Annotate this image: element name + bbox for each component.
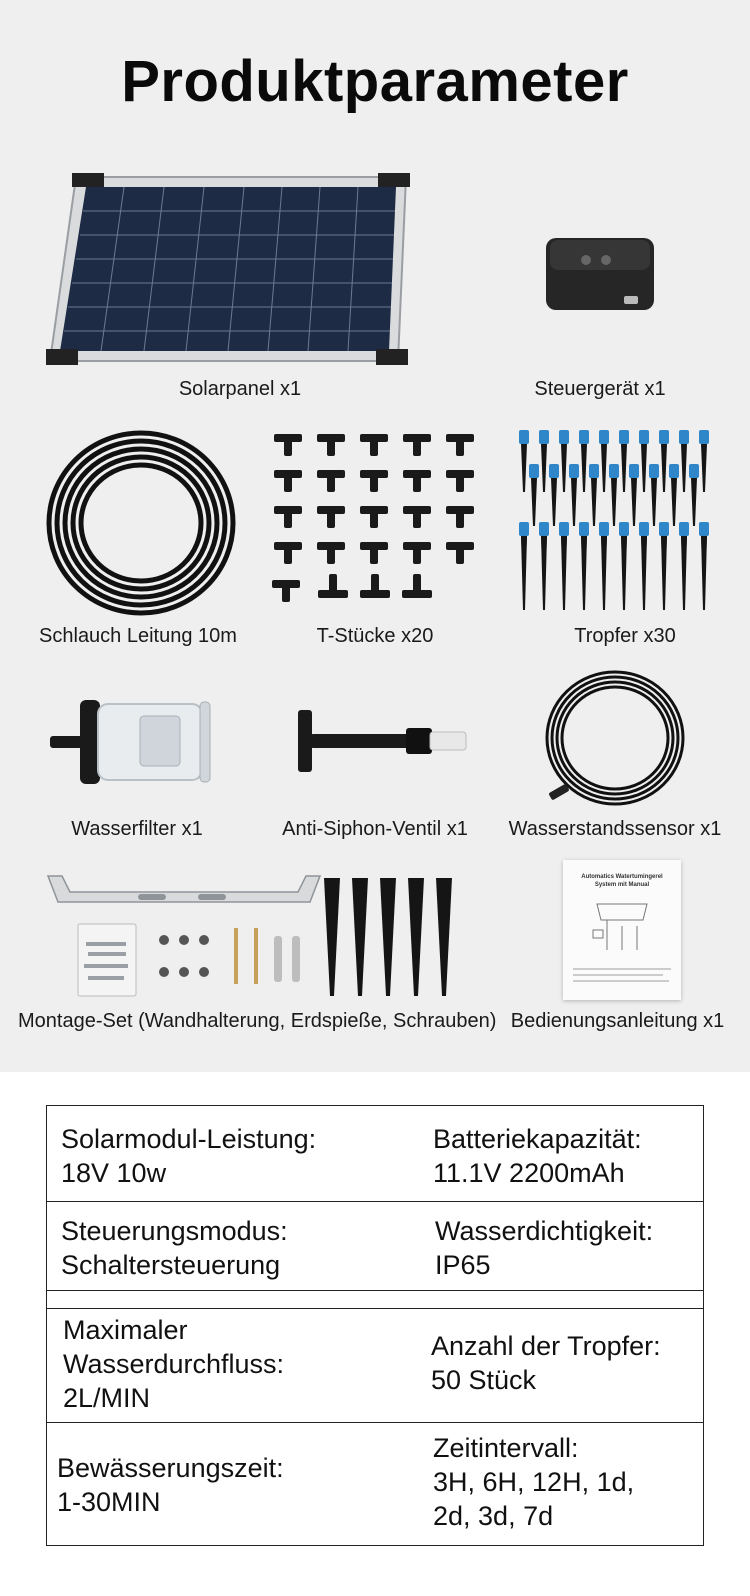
- water-filter-image: [50, 696, 212, 788]
- spec-cell: [433, 1431, 634, 1533]
- t-pieces-image: [268, 430, 482, 606]
- spec-cell: [435, 1214, 653, 1282]
- spec-value: IP65: [435, 1250, 491, 1280]
- spec-cell: [431, 1329, 661, 1397]
- spec-row: [46, 1201, 704, 1290]
- spec-value: 1-30MIN: [57, 1487, 161, 1517]
- controller-image: [544, 234, 656, 314]
- hose-coil-image: [46, 428, 236, 618]
- spec-label: Solarmodul-Leistung:: [61, 1124, 317, 1154]
- spec-label: Anzahl der Tropfer:: [431, 1331, 661, 1361]
- item-caption-tstuecke: T-Stücke x20: [316, 625, 434, 647]
- mounting-set-image: [48, 872, 468, 1002]
- manual-cover-subtitle: System mit Manual: [594, 882, 650, 888]
- spec-table: [46, 1105, 704, 1546]
- spec-row: [46, 1105, 704, 1201]
- page-title: Produktparameter: [121, 49, 629, 114]
- spec-cell: [433, 1122, 642, 1190]
- spec-value: 50 Stück: [431, 1365, 537, 1395]
- spec-cell: [61, 1214, 288, 1282]
- spec-value: 11.1V 2200mAh: [433, 1158, 625, 1188]
- item-caption-montage-set: Montage-Set (Wandhalterung, Erdspieße, Schrauben): [18, 1010, 497, 1032]
- spec-row: [46, 1422, 704, 1546]
- water-level-sensor-image: [545, 668, 685, 808]
- spec-cell: [57, 1451, 284, 1519]
- item-caption-bedienungsanleitung: Bedienungsanleitung x1: [510, 1010, 725, 1032]
- spec-label: Zeitintervall:: [433, 1433, 579, 1463]
- spec-value: 2L/MIN: [63, 1383, 151, 1413]
- spec-value: 3H, 6H, 12H, 1d,: [433, 1467, 635, 1497]
- spec-label: Batteriekapazität:: [433, 1124, 642, 1154]
- spec-row: [46, 1308, 704, 1422]
- spec-value: 2d, 3d, 7d: [433, 1501, 554, 1531]
- spec-label: Wasserdurchfluss:: [63, 1349, 285, 1379]
- item-caption-schlauch: Schlauch Leitung 10m: [39, 625, 237, 647]
- spec-label: Steuerungsmodus:: [61, 1216, 288, 1246]
- manual-cover-title: Automatics Watertumingerel: [581, 874, 663, 880]
- spec-label: Bewässerungszeit:: [57, 1453, 284, 1483]
- spec-value: Schaltersteuerung: [61, 1250, 281, 1280]
- item-caption-tropfer: Tropfer x30: [574, 625, 676, 647]
- spec-value: 18V 10w: [61, 1158, 167, 1188]
- item-caption-solarpanel: Solarpanel x1: [178, 378, 302, 400]
- drippers-image: [516, 430, 716, 612]
- spec-divider: [46, 1290, 704, 1308]
- spec-label: Wasserdichtigkeit:: [435, 1216, 654, 1246]
- spec-cell: [61, 1122, 316, 1190]
- item-caption-wasserfilter: Wasserfilter x1: [71, 818, 203, 840]
- manual-image: [563, 860, 681, 1000]
- item-caption-wasserstandssensor: Wasserstandssensor x1: [508, 818, 722, 840]
- spec-label: Maximaler: [63, 1315, 188, 1345]
- item-caption-steuergeraet: Steuergerät x1: [534, 378, 666, 400]
- solar-panel-image: [46, 173, 412, 365]
- anti-siphon-valve-image: [296, 708, 468, 774]
- spec-cell: [63, 1313, 284, 1415]
- item-caption-anti-siphon: Anti-Siphon-Ventil x1: [282, 818, 468, 840]
